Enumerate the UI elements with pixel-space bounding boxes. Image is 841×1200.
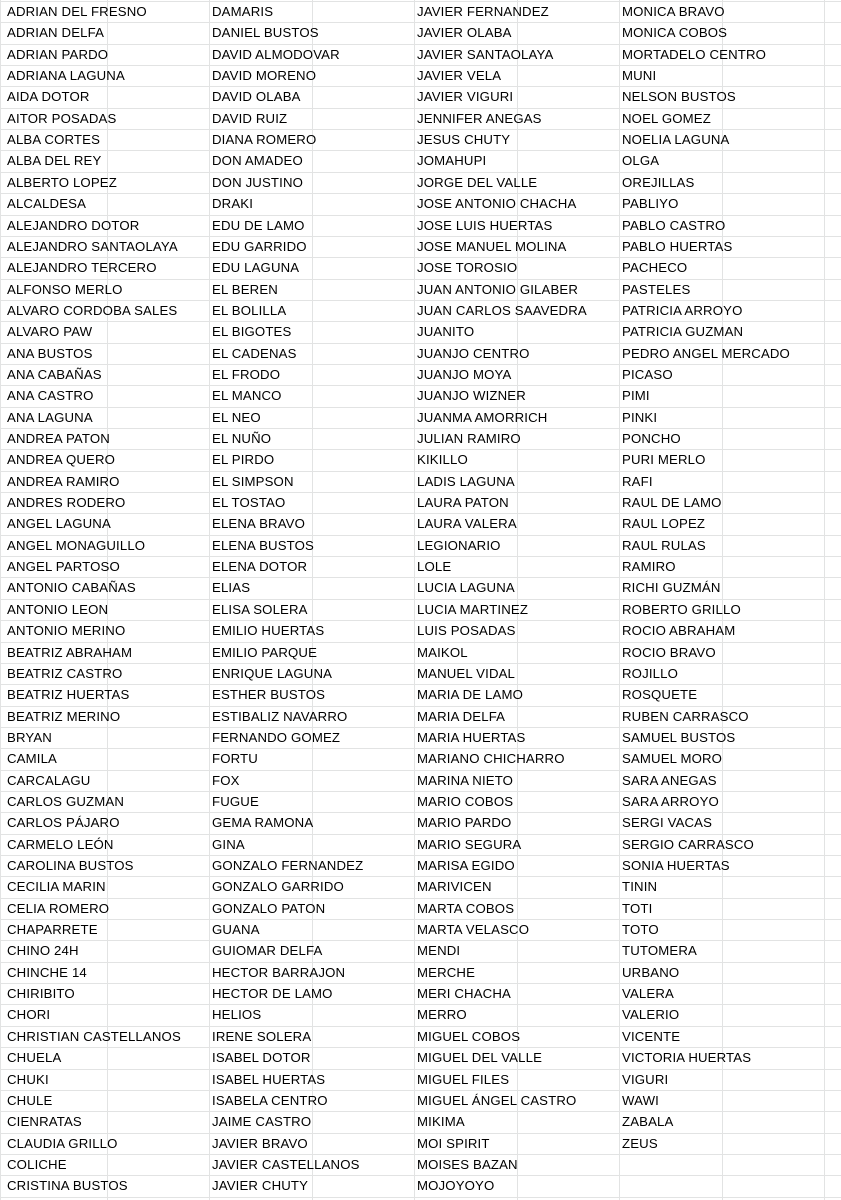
cell-col4-row25[interactable]: RAUL LOPEZ <box>622 516 706 531</box>
cell-col3-row23[interactable]: LADIS LAGUNA <box>417 474 515 489</box>
cell-col4-row6[interactable]: NOEL GOMEZ <box>622 111 711 126</box>
cell-col4-row5[interactable]: NELSON BUSTOS <box>622 89 736 104</box>
cell-col2-row52[interactable]: ISABELA CENTRO <box>212 1093 328 1108</box>
cell-col2-row11[interactable]: EDU DE LAMO <box>212 218 305 233</box>
cell-col3-row6[interactable]: JENNIFER ANEGAS <box>417 111 542 126</box>
cell-col4-row49[interactable]: VICENTE <box>622 1029 681 1044</box>
cell-col3-row18[interactable]: JUANJO MOYA <box>417 367 512 382</box>
cell-col4-row48[interactable]: VALERIO <box>622 1007 680 1022</box>
cell-col1-row23[interactable]: ANDREA RAMIRO <box>7 474 120 489</box>
cell-col4-row20[interactable]: PINKI <box>622 410 658 425</box>
cell-col2-row49[interactable]: IRENE SOLERA <box>212 1029 312 1044</box>
cell-col1-row16[interactable]: ALVARO PAW <box>7 324 93 339</box>
cell-col3-row37[interactable]: MARINA NIETO <box>417 773 514 788</box>
cell-col2-row40[interactable]: GINA <box>212 837 245 852</box>
cell-col1-row7[interactable]: ALBA CORTES <box>7 132 101 147</box>
cell-col3-row19[interactable]: JUANJO WIZNER <box>417 388 526 403</box>
cell-col4-row14[interactable]: PASTELES <box>622 282 691 297</box>
cell-col2-row41[interactable]: GONZALO FERNANDEZ <box>212 858 364 873</box>
cell-col4-row2[interactable]: MONICA COBOS <box>622 25 728 40</box>
cell-col3-row47[interactable]: MERI CHACHA <box>417 986 511 1001</box>
cell-col2-row28[interactable]: ELIAS <box>212 580 251 595</box>
cell-col1-row14[interactable]: ALFONSO MERLO <box>7 282 123 297</box>
cell-col1-row41[interactable]: CAROLINA BUSTOS <box>7 858 134 873</box>
cell-col2-row38[interactable]: FUGUE <box>212 794 259 809</box>
cell-col2-row55[interactable]: JAVIER CASTELLANOS <box>212 1157 360 1172</box>
cell-col3-row24[interactable]: LAURA PATON <box>417 495 509 510</box>
cell-col1-row37[interactable]: CARCALAGU <box>7 773 91 788</box>
cell-col2-row36[interactable]: FORTU <box>212 751 258 766</box>
cell-col1-row53[interactable]: CIENRATAS <box>7 1114 82 1129</box>
cell-col1-row45[interactable]: CHINO 24H <box>7 943 79 958</box>
cell-col3-row53[interactable]: MIKIMA <box>417 1114 465 1129</box>
cell-col4-row9[interactable]: OREJILLAS <box>622 175 695 190</box>
cell-col2-row13[interactable]: EDU LAGUNA <box>212 260 300 275</box>
cell-col4-row1[interactable]: MONICA BRAVO <box>622 4 725 19</box>
cell-col2-row7[interactable]: DIANA ROMERO <box>212 132 317 147</box>
cell-col2-row14[interactable]: EL BEREN <box>212 282 278 297</box>
cell-col4-row13[interactable]: PACHECO <box>622 260 688 275</box>
cell-col2-row8[interactable]: DON AMADEO <box>212 153 303 168</box>
cell-col3-row25[interactable]: LAURA VALERA <box>417 516 517 531</box>
cell-col1-row29[interactable]: ANTONIO LEON <box>7 602 109 617</box>
cell-col1-row35[interactable]: BRYAN <box>7 730 52 745</box>
cell-col2-row39[interactable]: GEMA RAMONA <box>212 815 314 830</box>
cell-col4-row30[interactable]: ROCIO ABRAHAM <box>622 623 736 638</box>
cell-col3-row50[interactable]: MIGUEL DEL VALLE <box>417 1050 543 1065</box>
cell-col3-row14[interactable]: JUAN ANTONIO GILABER <box>417 282 579 297</box>
cell-col1-row19[interactable]: ANA CASTRO <box>7 388 94 403</box>
cell-col2-row25[interactable]: ELENA BRAVO <box>212 516 306 531</box>
cell-col4-row11[interactable]: PABLO CASTRO <box>622 218 726 233</box>
cell-col1-row25[interactable]: ANGEL LAGUNA <box>7 516 111 531</box>
cell-col1-row52[interactable]: CHULE <box>7 1093 53 1108</box>
cell-col4-row41[interactable]: SONIA HUERTAS <box>622 858 730 873</box>
cell-col2-row23[interactable]: EL SIMPSON <box>212 474 294 489</box>
cell-col4-row10[interactable]: PABLIYO <box>622 196 679 211</box>
cell-col4-row4[interactable]: MUNI <box>622 68 657 83</box>
cell-col2-row22[interactable]: EL PIRDO <box>212 452 275 467</box>
cell-col3-row21[interactable]: JULIAN RAMIRO <box>417 431 521 446</box>
cell-col2-row16[interactable]: EL BIGOTES <box>212 324 292 339</box>
cell-col3-row51[interactable]: MIGUEL FILES <box>417 1072 510 1087</box>
cell-col1-row17[interactable]: ANA BUSTOS <box>7 346 93 361</box>
cell-col4-row31[interactable]: ROCIO BRAVO <box>622 645 716 660</box>
cell-col4-row51[interactable]: VIGURI <box>622 1072 669 1087</box>
cell-col4-row45[interactable]: TUTOMERA <box>622 943 697 958</box>
column-gridline <box>209 0 210 1200</box>
cell-col4-row42[interactable]: TININ <box>622 879 658 894</box>
cell-col3-row45[interactable]: MENDI <box>417 943 461 958</box>
cell-col1-row44[interactable]: CHAPARRETE <box>7 922 98 937</box>
cell-col4-row26[interactable]: RAUL RULAS <box>622 538 706 553</box>
column-gridline <box>619 0 620 1200</box>
cell-col1-row49[interactable]: CHRISTIAN CASTELLANOS <box>7 1029 181 1044</box>
cell-col2-row17[interactable]: EL CADENAS <box>212 346 297 361</box>
cell-col1-row6[interactable]: AITOR POSADAS <box>7 111 117 126</box>
cell-col1-row51[interactable]: CHUKI <box>7 1072 49 1087</box>
cell-col3-row52[interactable]: MIGUEL ÁNGEL CASTRO <box>417 1093 577 1108</box>
cell-col1-row21[interactable]: ANDREA PATON <box>7 431 110 446</box>
cell-col2-row4[interactable]: DAVID MORENO <box>212 68 317 83</box>
cell-col2-row37[interactable]: FOX <box>212 773 240 788</box>
cell-col2-row15[interactable]: EL BOLILLA <box>212 303 287 318</box>
cell-col1-row15[interactable]: ALVARO CORDOBA SALES <box>7 303 178 318</box>
cell-col1-row13[interactable]: ALEJANDRO TERCERO <box>7 260 157 275</box>
cell-col4-row54[interactable]: ZEUS <box>622 1136 658 1151</box>
cell-col2-row9[interactable]: DON JUSTINO <box>212 175 304 190</box>
cell-col3-row1[interactable]: JAVIER FERNANDEZ <box>417 4 549 19</box>
cell-col1-row39[interactable]: CARLOS PÁJARO <box>7 815 120 830</box>
cell-col3-row39[interactable]: MARIO PARDO <box>417 815 512 830</box>
cell-col2-row50[interactable]: ISABEL DOTOR <box>212 1050 311 1065</box>
cell-col4-row23[interactable]: RAFI <box>622 474 653 489</box>
cell-col2-row6[interactable]: DAVID RUIZ <box>212 111 288 126</box>
cell-col2-row44[interactable]: GUANA <box>212 922 260 937</box>
cell-col1-row3[interactable]: ADRIAN PARDO <box>7 47 109 62</box>
cell-col3-row8[interactable]: JOMAHUPI <box>417 153 487 168</box>
cell-col1-row27[interactable]: ANGEL PARTOSO <box>7 559 120 574</box>
cell-col1-row24[interactable]: ANDRES RODERO <box>7 495 126 510</box>
cell-col3-row36[interactable]: MARIANO CHICHARRO <box>417 751 565 766</box>
cell-col2-row45[interactable]: GUIOMAR DELFA <box>212 943 323 958</box>
cell-col2-row34[interactable]: ESTIBALIZ NAVARRO <box>212 709 348 724</box>
cell-col2-row18[interactable]: EL FRODO <box>212 367 281 382</box>
cell-col4-row22[interactable]: PURI MERLO <box>622 452 706 467</box>
cell-col3-row26[interactable]: LEGIONARIO <box>417 538 501 553</box>
cell-col4-row34[interactable]: RUBEN CARRASCO <box>622 709 749 724</box>
cell-col3-row11[interactable]: JOSE LUIS HUERTAS <box>417 218 553 233</box>
cell-col1-row20[interactable]: ANA LAGUNA <box>7 410 93 425</box>
cell-col1-row11[interactable]: ALEJANDRO DOTOR <box>7 218 140 233</box>
cell-col2-row20[interactable]: EL NEO <box>212 410 261 425</box>
cell-col1-row1[interactable]: ADRIAN DEL FRESNO <box>7 4 147 19</box>
cell-col2-row56[interactable]: JAVIER CHUTY <box>212 1178 309 1193</box>
cell-col1-row22[interactable]: ANDREA QUERO <box>7 452 116 467</box>
cell-col2-row33[interactable]: ESTHER BUSTOS <box>212 687 326 702</box>
cell-col3-row13[interactable]: JOSE TOROSIO <box>417 260 518 275</box>
column-gridline <box>312 0 313 1200</box>
cell-col2-row43[interactable]: GONZALO PATON <box>212 901 326 916</box>
cell-col3-row2[interactable]: JAVIER OLABA <box>417 25 512 40</box>
cell-col4-row19[interactable]: PIMI <box>622 388 650 403</box>
cell-col1-row47[interactable]: CHIRIBITO <box>7 986 75 1001</box>
cell-col3-row54[interactable]: MOI SPIRIT <box>417 1136 490 1151</box>
cell-col1-row5[interactable]: AIDA DOTOR <box>7 89 90 104</box>
cell-col2-row1[interactable]: DAMARIS <box>212 4 274 19</box>
cell-col2-row3[interactable]: DAVID ALMODOVAR <box>212 47 340 62</box>
cell-col2-row19[interactable]: EL MANCO <box>212 388 282 403</box>
cell-col2-row24[interactable]: EL TOSTAO <box>212 495 286 510</box>
cell-col4-row50[interactable]: VICTORIA HUERTAS <box>622 1050 752 1065</box>
cell-col2-row21[interactable]: EL NUÑO <box>212 431 272 446</box>
cell-col1-row31[interactable]: BEATRIZ ABRAHAM <box>7 645 133 660</box>
cell-col1-row26[interactable]: ANGEL MONAGUILLO <box>7 538 146 553</box>
cell-col2-row47[interactable]: HECTOR DE LAMO <box>212 986 333 1001</box>
cell-col3-row56[interactable]: MOJOYOYO <box>417 1178 495 1193</box>
cell-col4-row18[interactable]: PICASO <box>622 367 673 382</box>
cell-col3-row29[interactable]: LUCIA MARTINEZ <box>417 602 529 617</box>
cell-col3-row17[interactable]: JUANJO CENTRO <box>417 346 530 361</box>
cell-col3-row35[interactable]: MARIA HUERTAS <box>417 730 526 745</box>
cell-col1-row48[interactable]: CHORI <box>7 1007 51 1022</box>
cell-col1-row38[interactable]: CARLOS GUZMAN <box>7 794 124 809</box>
cell-col3-row42[interactable]: MARIVICEN <box>417 879 492 894</box>
cell-col4-row16[interactable]: PATRICIA GUZMAN <box>622 324 744 339</box>
cell-col3-row48[interactable]: MERRO <box>417 1007 467 1022</box>
cell-col1-row42[interactable]: CECILIA MARIN <box>7 879 106 894</box>
cell-col3-row3[interactable]: JAVIER SANTAOLAYA <box>417 47 554 62</box>
cell-col1-row30[interactable]: ANTONIO MERINO <box>7 623 126 638</box>
cell-col4-row47[interactable]: VALERA <box>622 986 674 1001</box>
cell-col1-row33[interactable]: BEATRIZ HUERTAS <box>7 687 130 702</box>
cell-col3-row49[interactable]: MIGUEL COBOS <box>417 1029 521 1044</box>
cell-col3-row20[interactable]: JUANMA AMORRICH <box>417 410 548 425</box>
cell-col2-row51[interactable]: ISABEL HUERTAS <box>212 1072 326 1087</box>
cell-col1-row9[interactable]: ALBERTO LOPEZ <box>7 175 117 190</box>
cell-col2-row5[interactable]: DAVID OLABA <box>212 89 301 104</box>
cell-col1-row36[interactable]: CAMILA <box>7 751 57 766</box>
cell-col1-row50[interactable]: CHUELA <box>7 1050 62 1065</box>
cell-col4-row37[interactable]: SARA ANEGAS <box>622 773 717 788</box>
cell-col4-row29[interactable]: ROBERTO GRILLO <box>622 602 741 617</box>
cell-col1-row12[interactable]: ALEJANDRO SANTAOLAYA <box>7 239 178 254</box>
cell-col2-row10[interactable]: DRAKI <box>212 196 254 211</box>
cell-col3-row44[interactable]: MARTA VELASCO <box>417 922 530 937</box>
cell-col4-row52[interactable]: WAWI <box>622 1093 659 1108</box>
cell-col4-row33[interactable]: ROSQUETE <box>622 687 698 702</box>
cell-col1-row56[interactable]: CRISTINA BUSTOS <box>7 1178 128 1193</box>
cell-col4-row28[interactable]: RICHI GUZMÁN <box>622 580 721 595</box>
cell-col1-row28[interactable]: ANTONIO CABAÑAS <box>7 580 136 595</box>
cell-col2-row35[interactable]: FERNANDO GOMEZ <box>212 730 341 745</box>
cell-col4-row46[interactable]: URBANO <box>622 965 680 980</box>
cell-col1-row18[interactable]: ANA CABAÑAS <box>7 367 102 382</box>
cell-col3-row31[interactable]: MAIKOL <box>417 645 468 660</box>
cell-col4-row3[interactable]: MORTADELO CENTRO <box>622 47 767 62</box>
cell-col4-row39[interactable]: SERGI VACAS <box>622 815 713 830</box>
cell-col3-row43[interactable]: MARTA COBOS <box>417 901 515 916</box>
cell-col2-row27[interactable]: ELENA DOTOR <box>212 559 308 574</box>
column-gridline <box>414 0 415 1200</box>
cell-col2-row30[interactable]: EMILIO HUERTAS <box>212 623 325 638</box>
cell-col3-row28[interactable]: LUCIA LAGUNA <box>417 580 515 595</box>
cell-col3-row55[interactable]: MOISES BAZAN <box>417 1157 518 1172</box>
cell-col3-row16[interactable]: JUANITO <box>417 324 475 339</box>
cell-col3-row5[interactable]: JAVIER VIGURI <box>417 89 514 104</box>
cell-col1-row54[interactable]: CLAUDIA GRILLO <box>7 1136 118 1151</box>
cell-col3-row46[interactable]: MERCHE <box>417 965 476 980</box>
cell-col4-row8[interactable]: OLGA <box>622 153 660 168</box>
cell-col3-row38[interactable]: MARIO COBOS <box>417 794 514 809</box>
cell-col3-row27[interactable]: LOLE <box>417 559 452 574</box>
cell-col2-row2[interactable]: DANIEL BUSTOS <box>212 25 319 40</box>
cell-col3-row15[interactable]: JUAN CARLOS SAAVEDRA <box>417 303 587 318</box>
cell-col1-row32[interactable]: BEATRIZ CASTRO <box>7 666 123 681</box>
cell-col2-row26[interactable]: ELENA BUSTOS <box>212 538 314 553</box>
cell-col4-row35[interactable]: SAMUEL BUSTOS <box>622 730 736 745</box>
cell-col1-row8[interactable]: ALBA DEL REY <box>7 153 102 168</box>
cell-col2-row53[interactable]: JAIME CASTRO <box>212 1114 312 1129</box>
cell-col4-row38[interactable]: SARA ARROYO <box>622 794 719 809</box>
cell-col2-row54[interactable]: JAVIER BRAVO <box>212 1136 308 1151</box>
cell-col3-row9[interactable]: JORGE DEL VALLE <box>417 175 538 190</box>
column-gridline <box>0 0 1 1200</box>
row-gridline <box>0 1197 841 1198</box>
cell-col2-row31[interactable]: EMILIO PARQUE <box>212 645 318 660</box>
cell-col4-row17[interactable]: PEDRO ANGEL MERCADO <box>622 346 790 361</box>
cell-col4-row27[interactable]: RAMIRO <box>622 559 676 574</box>
cell-col2-row29[interactable]: ELISA SOLERA <box>212 602 308 617</box>
cell-col4-row40[interactable]: SERGIO CARRASCO <box>622 837 754 852</box>
cell-col4-row12[interactable]: PABLO HUERTAS <box>622 239 733 254</box>
cell-col2-row46[interactable]: HECTOR BARRAJON <box>212 965 346 980</box>
cell-col3-row10[interactable]: JOSE ANTONIO CHACHA <box>417 196 577 211</box>
cell-col2-row12[interactable]: EDU GARRIDO <box>212 239 307 254</box>
cell-col4-row24[interactable]: RAUL DE LAMO <box>622 495 722 510</box>
cell-col1-row46[interactable]: CHINCHE 14 <box>7 965 87 980</box>
cell-col3-row4[interactable]: JAVIER VELA <box>417 68 502 83</box>
cell-col1-row10[interactable]: ALCALDESA <box>7 196 87 211</box>
cell-col2-row32[interactable]: ENRIQUE LAGUNA <box>212 666 333 681</box>
cell-col3-row34[interactable]: MARIA DELFA <box>417 709 506 724</box>
cell-col4-row43[interactable]: TOTI <box>622 901 653 916</box>
column-gridline <box>824 0 825 1200</box>
cell-col2-row48[interactable]: HELIOS <box>212 1007 262 1022</box>
cell-col3-row22[interactable]: KIKILLO <box>417 452 468 467</box>
cell-col4-row44[interactable]: TOTO <box>622 922 659 937</box>
cell-col4-row32[interactable]: ROJILLO <box>622 666 679 681</box>
cell-col4-row15[interactable]: PATRICIA ARROYO <box>622 303 743 318</box>
cell-col1-row40[interactable]: CARMELO LEÓN <box>7 837 114 852</box>
cell-col1-row4[interactable]: ADRIANA LAGUNA <box>7 68 125 83</box>
cell-col1-row2[interactable]: ADRIAN DELFA <box>7 25 105 40</box>
cell-col4-row21[interactable]: PONCHO <box>622 431 681 446</box>
cell-col3-row30[interactable]: LUIS POSADAS <box>417 623 516 638</box>
cell-col3-row7[interactable]: JESUS CHUTY <box>417 132 511 147</box>
cell-col4-row7[interactable]: NOELIA LAGUNA <box>622 132 730 147</box>
cell-col3-row40[interactable]: MARIO SEGURA <box>417 837 522 852</box>
cell-col1-row34[interactable]: BEATRIZ MERINO <box>7 709 121 724</box>
cell-col3-row32[interactable]: MANUEL VIDAL <box>417 666 516 681</box>
cell-col3-row33[interactable]: MARIA DE LAMO <box>417 687 524 702</box>
cell-col3-row12[interactable]: JOSE MANUEL MOLINA <box>417 239 567 254</box>
cell-col1-row55[interactable]: COLICHE <box>7 1157 67 1172</box>
cell-col4-row53[interactable]: ZABALA <box>622 1114 674 1129</box>
cell-col1-row43[interactable]: CELIA ROMERO <box>7 901 110 916</box>
cell-col4-row36[interactable]: SAMUEL MORO <box>622 751 723 766</box>
cell-col3-row41[interactable]: MARISA EGIDO <box>417 858 515 873</box>
cell-col2-row42[interactable]: GONZALO GARRIDO <box>212 879 344 894</box>
